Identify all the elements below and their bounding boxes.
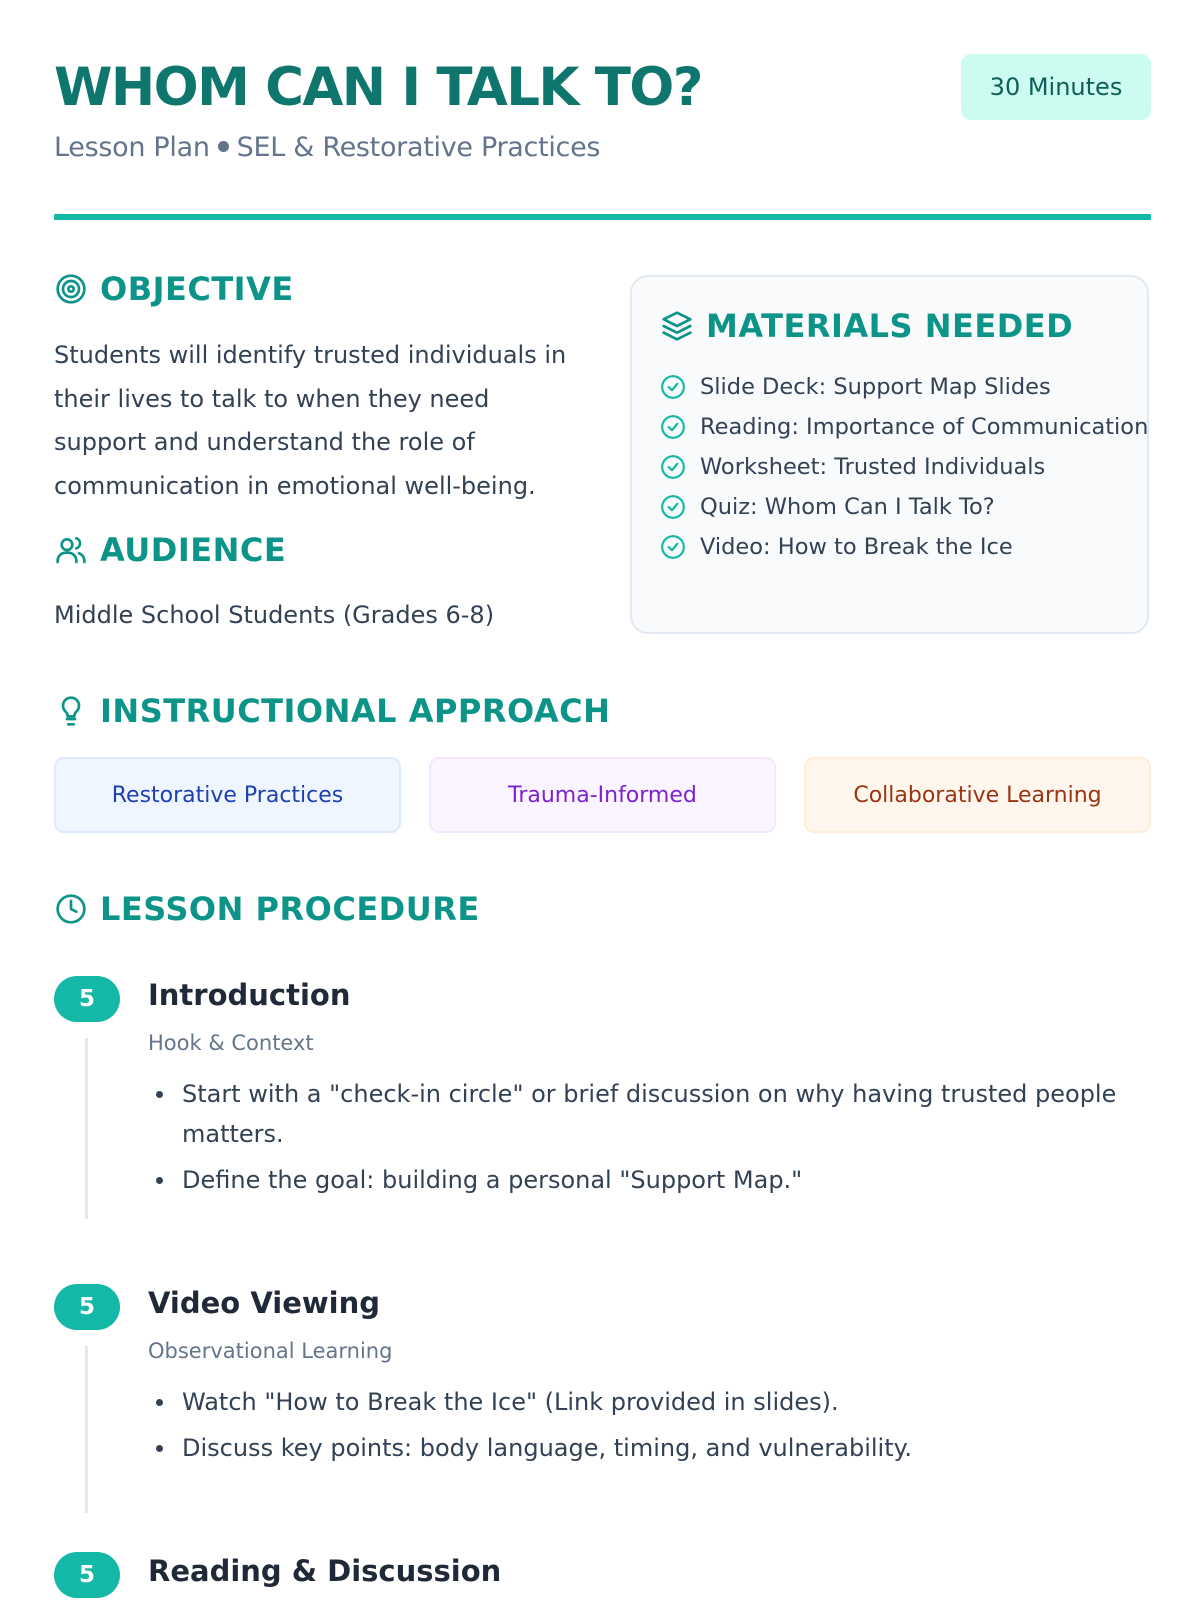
materials-heading — [660, 307, 1073, 345]
material-item-label: Reading: Importance of Communication — [700, 414, 1149, 440]
page-subtitle — [54, 132, 600, 163]
bullet-separator — [218, 141, 229, 152]
step-title: Video Viewing — [148, 1286, 380, 1320]
lesson-plan-page — [54, 0, 1151, 1600]
subtitle-topic: SEL & Restorative Practices — [236, 132, 601, 163]
objective-heading — [54, 270, 294, 308]
material-item-label: Worksheet: Trusted Individuals — [700, 454, 1046, 480]
approach-tag: Restorative Practices — [54, 757, 401, 833]
step-subtitle: Observational Learning — [148, 1339, 393, 1363]
material-item — [660, 527, 1148, 567]
step-points — [148, 1382, 1148, 1474]
audience-heading-label: AUDIENCE — [100, 531, 287, 569]
procedure-heading-label: LESSON PROCEDURE — [100, 890, 480, 928]
step-minutes-badge: 5 — [54, 1552, 120, 1598]
approach-tags — [54, 757, 1151, 833]
lesson-header — [54, 50, 1151, 220]
check-circle-icon — [660, 494, 686, 520]
check-circle-icon — [660, 454, 686, 480]
approach-tag: Trauma-Informed — [429, 757, 776, 833]
materials-list — [660, 367, 1148, 567]
material-item-label: Quiz: Whom Can I Talk To? — [700, 494, 995, 520]
users-icon — [54, 533, 88, 567]
subtitle-lesson-type: Lesson Plan — [54, 132, 210, 163]
procedure-heading — [54, 890, 480, 928]
procedure-step — [54, 1552, 1151, 1600]
target-icon — [54, 272, 88, 306]
step-point: Watch "How to Break the Ice" (Link provided in slides). — [148, 1382, 1148, 1422]
approach-tag: Collaborative Learning — [804, 757, 1151, 833]
objective-text: Students will identify trusted individuals in their lives to talk to when they need support and understand the role of communication in emotional well-being. — [54, 341, 567, 500]
material-item-label: Video: How to Break the Ice — [700, 534, 1013, 560]
audience-text: Middle School Students (Grades 6-8) — [54, 601, 495, 629]
step-minutes-badge: 5 — [54, 1284, 120, 1330]
header-divider — [54, 214, 1151, 220]
check-circle-icon — [660, 534, 686, 560]
approach-heading — [54, 692, 610, 730]
objective-heading-label: OBJECTIVE — [100, 270, 294, 308]
step-minutes-badge: 5 — [54, 976, 120, 1022]
approach-heading-label: INSTRUCTIONAL APPROACH — [100, 692, 611, 730]
page-title: WHOM CAN I TALK TO? — [54, 57, 702, 118]
step-subtitle: Hook & Context — [148, 1031, 314, 1055]
materials-card — [630, 275, 1149, 634]
clock-icon — [54, 892, 88, 926]
step-title: Reading & Discussion — [148, 1554, 502, 1588]
materials-heading-label: MATERIALS NEEDED — [706, 307, 1074, 345]
check-circle-icon — [660, 374, 686, 400]
step-title: Introduction — [148, 978, 351, 1012]
material-item — [660, 367, 1148, 407]
procedure-step — [54, 976, 1151, 1241]
step-point: Define the goal: building a personal "Support Map." — [148, 1160, 1148, 1200]
duration-badge: 30 Minutes — [961, 54, 1151, 120]
audience-heading — [54, 531, 286, 569]
step-point: Start with a "check-in circle" or brief discussion on why having trusted people matters. — [148, 1074, 1148, 1154]
step-point: Discuss key points: body language, timing, and vulnerability. — [148, 1428, 1148, 1468]
material-item-label: Slide Deck: Support Map Slides — [700, 374, 1051, 400]
step-points — [148, 1074, 1148, 1206]
layers-icon — [660, 309, 694, 343]
step-timeline-line — [85, 1346, 88, 1513]
material-item — [660, 407, 1148, 447]
step-timeline-line — [85, 1038, 88, 1219]
material-item — [660, 487, 1148, 527]
lightbulb-icon — [54, 694, 88, 728]
check-circle-icon — [660, 414, 686, 440]
material-item — [660, 447, 1148, 487]
procedure-step — [54, 1284, 1151, 1514]
